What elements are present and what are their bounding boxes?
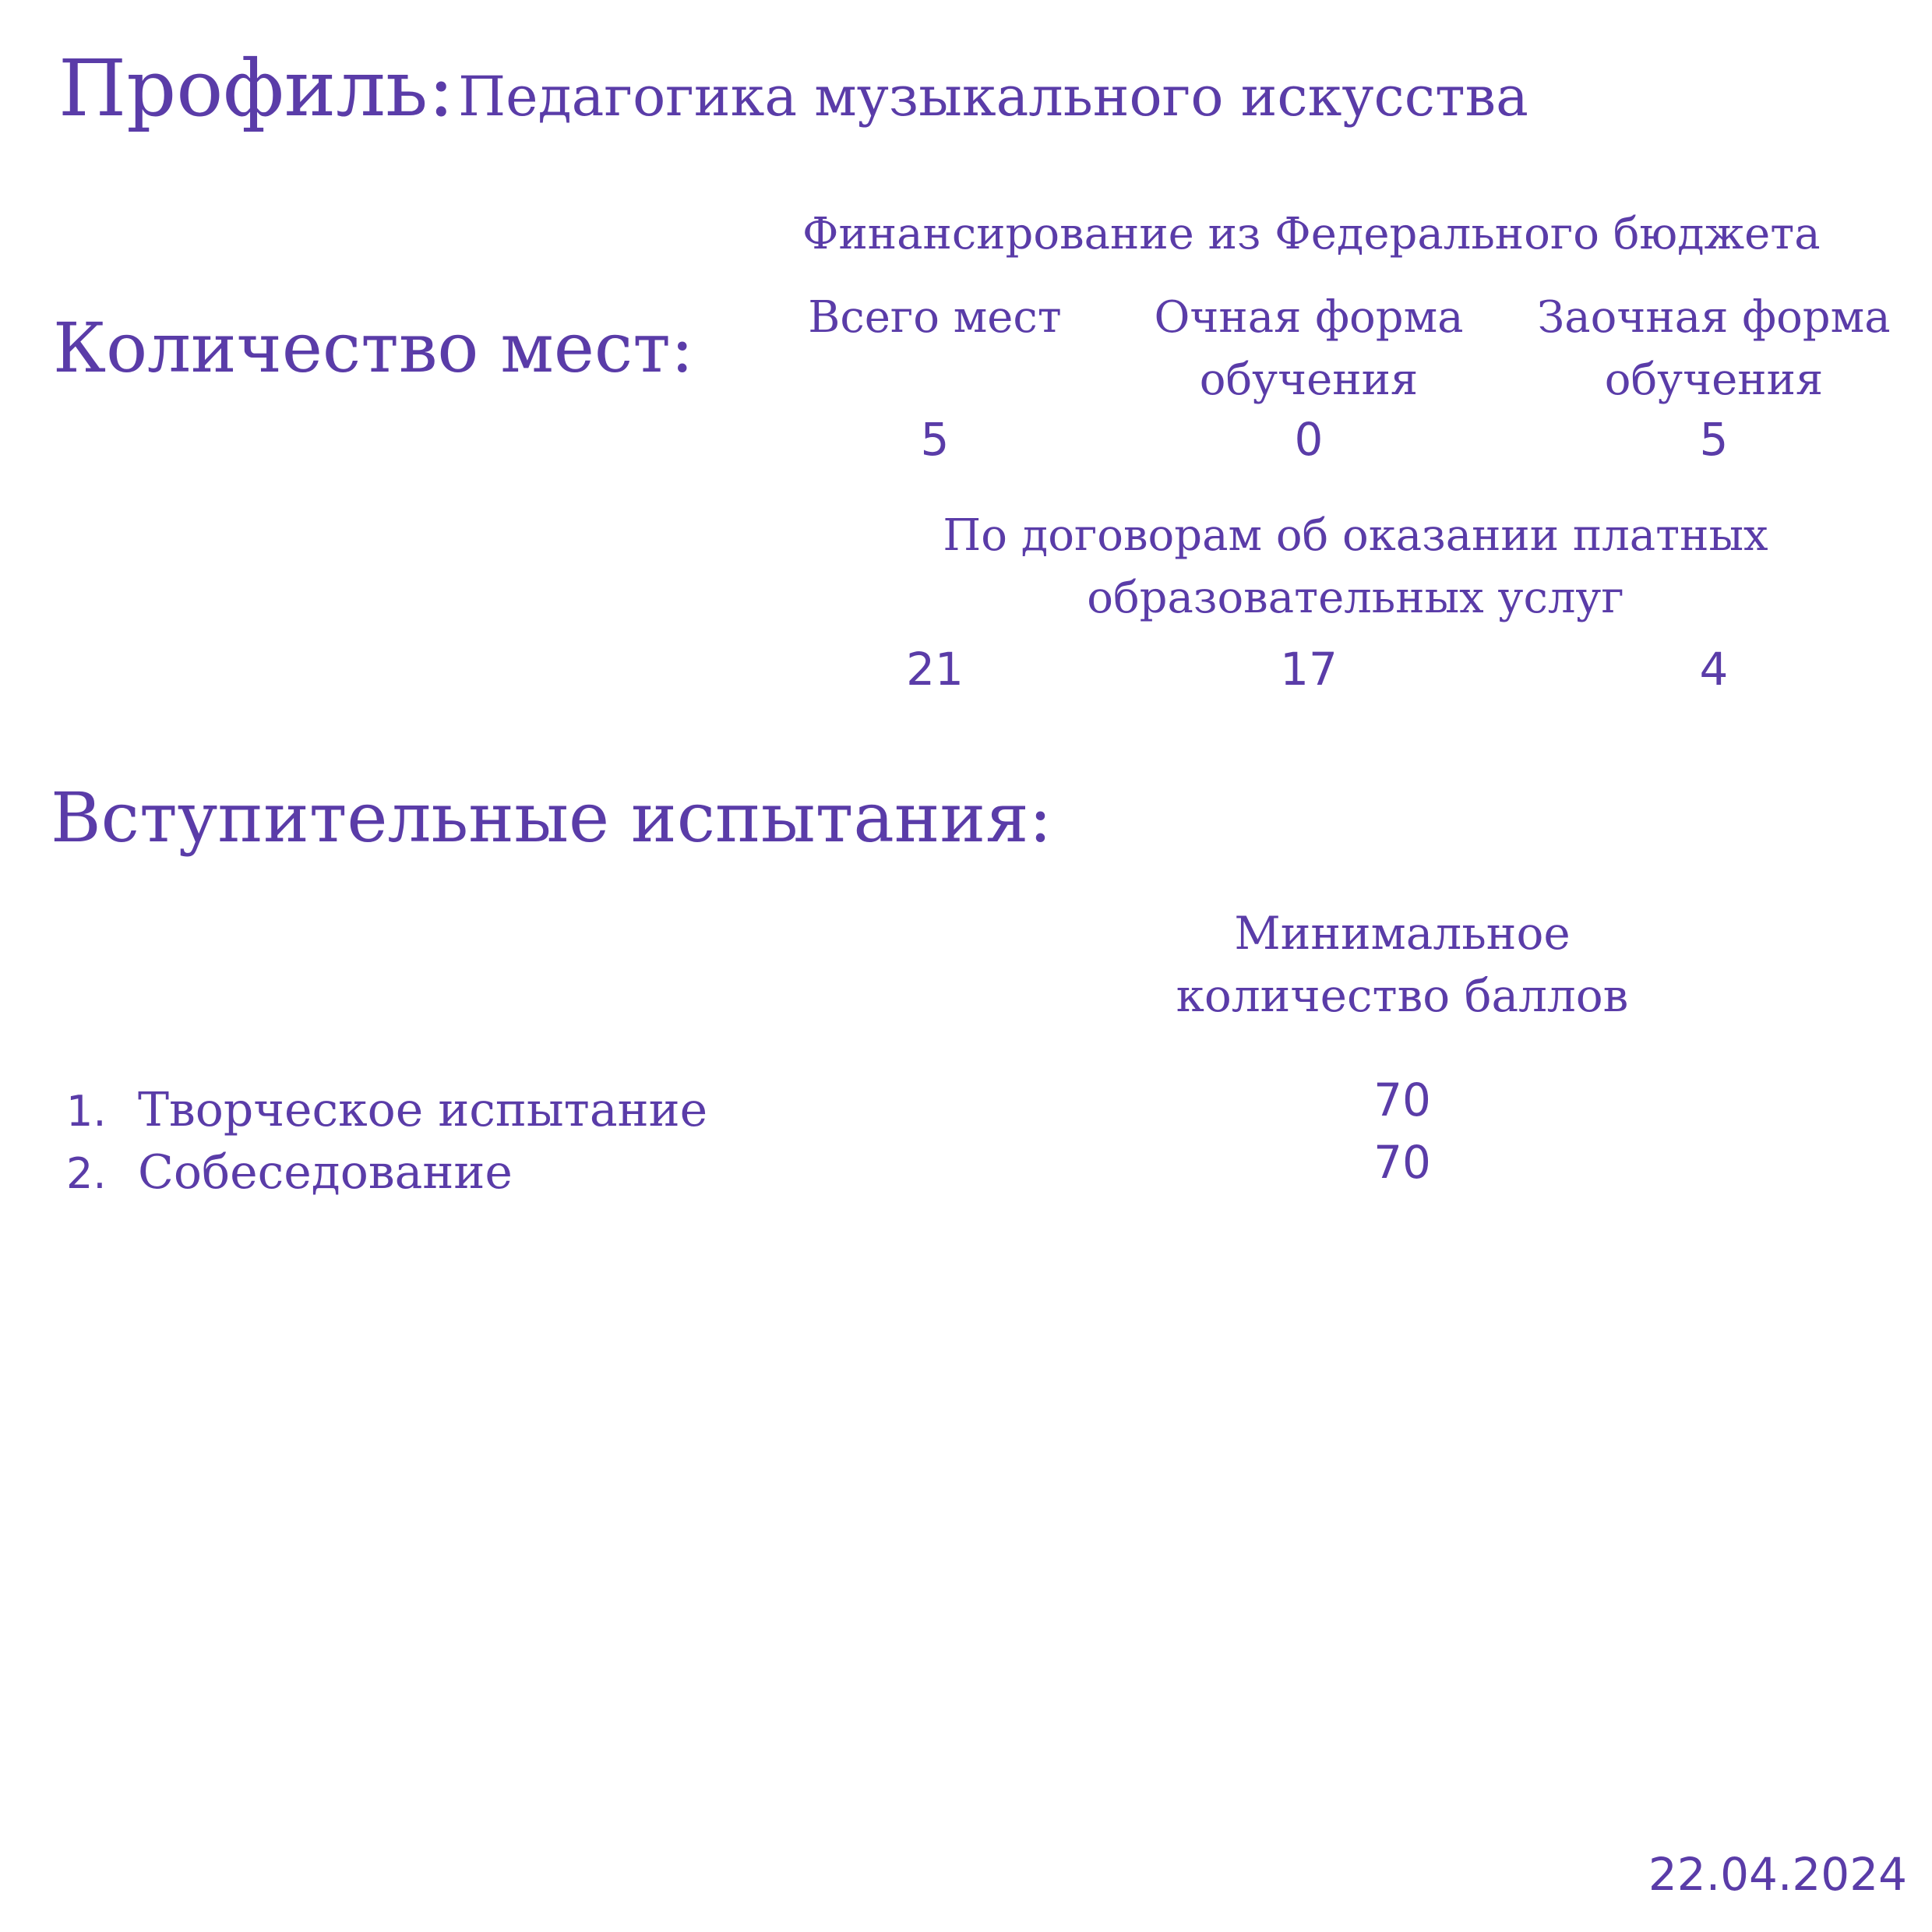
seats-heading: Количество мест: xyxy=(53,308,694,388)
paid-caption-line1: По договорам об оказании платных xyxy=(943,510,1768,561)
column-header-fulltime-line1: Очная форма xyxy=(1154,292,1464,343)
exam-name: Творческое испытание xyxy=(138,1083,708,1137)
federal-fulltime-value: 0 xyxy=(1294,413,1324,466)
list-item xyxy=(66,1145,513,1200)
profile-value: Педагогика музыкального искусства xyxy=(458,65,1528,129)
exam-number: 1. xyxy=(66,1087,107,1136)
page-title xyxy=(58,43,1528,134)
column-header-fulltime xyxy=(1114,287,1504,411)
exam-name: Собеседование xyxy=(138,1145,513,1200)
exams-heading: Вступительные испытания: xyxy=(51,777,1052,858)
federal-total-value: 5 xyxy=(920,413,950,466)
federal-parttime-value: 5 xyxy=(1699,413,1729,466)
column-header-parttime-line1: Заочная форма xyxy=(1537,292,1891,343)
federal-funding-caption: Финансирование из Федерального бюджета xyxy=(802,209,1821,259)
paid-parttime-value: 4 xyxy=(1699,643,1729,696)
column-header-parttime xyxy=(1511,287,1916,411)
exam-number: 2. xyxy=(66,1149,107,1198)
min-score-caption xyxy=(1161,902,1644,1027)
paid-fulltime-value: 17 xyxy=(1280,643,1338,696)
column-header-parttime-line2: обучения xyxy=(1604,354,1824,405)
exam-min-score: 70 xyxy=(1373,1074,1431,1126)
min-score-caption-line1: Минимальное xyxy=(1234,907,1571,960)
min-score-caption-line2: количество баллов xyxy=(1176,969,1629,1022)
paid-services-caption xyxy=(873,505,1839,629)
paid-total-value: 21 xyxy=(906,643,964,696)
paid-caption-line2: образовательных услуг xyxy=(1087,573,1624,623)
exam-min-score: 70 xyxy=(1373,1136,1431,1189)
date-label: 22.04.2024 xyxy=(1648,1848,1907,1901)
column-header-total-label: Всего мест xyxy=(808,292,1062,343)
column-header-total xyxy=(779,287,1091,349)
profile-label: Профиль: xyxy=(58,43,455,134)
list-item xyxy=(66,1083,707,1137)
column-header-fulltime-line2: обучения xyxy=(1199,354,1419,405)
